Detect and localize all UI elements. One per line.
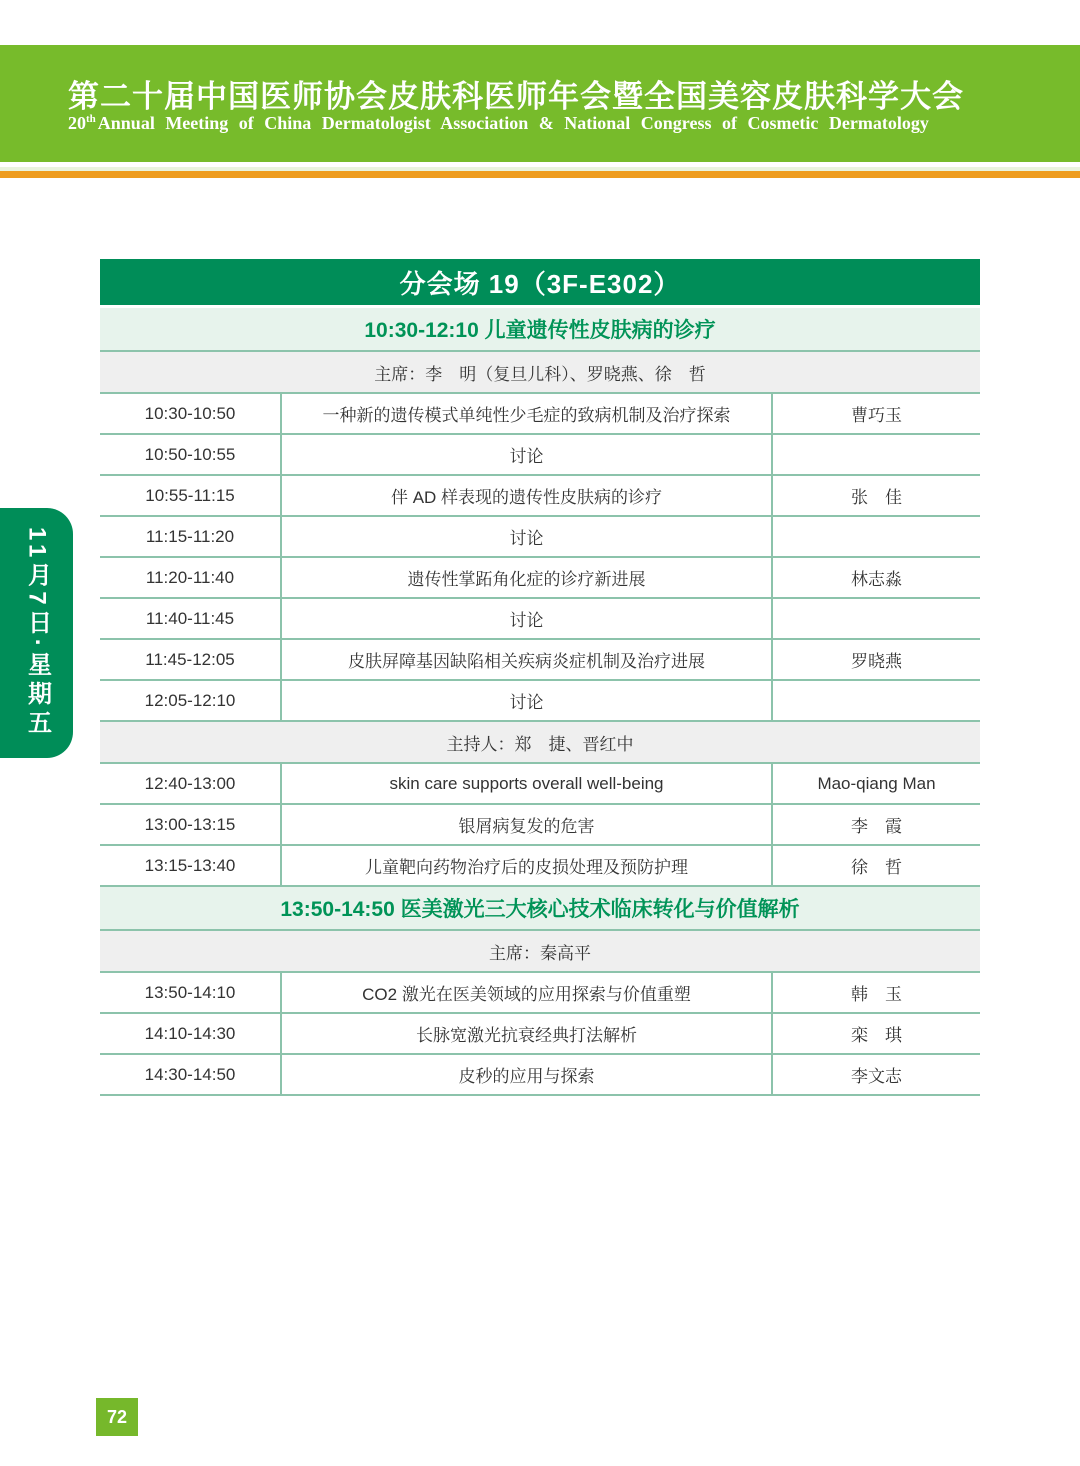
schedule-row — [100, 805, 980, 846]
schedule-row — [100, 973, 980, 1014]
schedule-row — [100, 764, 980, 805]
chair-row: 主席：秦高平 — [100, 931, 980, 973]
session-header-row: 10:30-12:10 儿童遗传性皮肤病的诊疗 — [100, 308, 980, 352]
cell-time: 14:30-14:50 — [100, 1055, 282, 1094]
cell-time: 13:50-14:10 — [100, 973, 282, 1012]
schedule-row — [100, 681, 980, 722]
conference-subtitle — [68, 113, 929, 134]
cell-topic: 讨论 — [282, 681, 773, 720]
subtitle-text: Annual Meeting of China Dermatologist Association & National Congress of Cosmetic Dermatology — [97, 113, 929, 133]
conference-title: 第二十届中国医师协会皮肤科医师年会暨全国美容皮肤科学大会 — [68, 79, 964, 114]
cell-topic: skin care supports overall well-being — [282, 764, 773, 803]
cell-speaker: 罗晓燕 — [851, 652, 902, 671]
cell-topic: 银屑病复发的危害 — [282, 805, 773, 844]
subtitle-number: 20 — [68, 113, 86, 133]
schedule-row — [100, 1055, 980, 1096]
schedule-row — [100, 558, 980, 599]
schedule-row — [100, 640, 980, 681]
cell-time: 10:50-10:55 — [100, 435, 282, 474]
cell-topic: 儿童靶向药物治疗后的皮损处理及预防护理 — [282, 846, 773, 885]
schedule-row — [100, 1014, 980, 1055]
session-header-row: 13:50-14:50 医美激光三大核心技术临床转化与价值解析 — [100, 887, 980, 931]
cell-topic: 皮肤屏障基因缺陷相关疾病炎症机制及治疗进展 — [282, 640, 773, 679]
schedule-row — [100, 599, 980, 640]
page-number-badge: 72 — [96, 1398, 138, 1436]
conference-banner — [0, 45, 1080, 162]
schedule-title: 分会场 19（3F-E302） — [100, 259, 980, 308]
cell-speaker — [773, 435, 980, 474]
cell-speaker: 韩 玉 — [851, 985, 902, 1004]
cell-topic: 皮秒的应用与探索 — [282, 1055, 773, 1094]
cell-speaker: 李文志 — [851, 1067, 902, 1086]
orange-rule — [0, 171, 1080, 178]
schedule-rows — [100, 308, 980, 1096]
date-tab — [0, 508, 73, 758]
cell-topic: 伴 AD 样表现的遗传性皮肤病的诊疗 — [282, 476, 773, 515]
cell-speaker: Mao-qiang Man — [817, 773, 936, 793]
cell-speaker: 徐 哲 — [851, 858, 902, 877]
chair-row: 主席：李 明（复旦儿科）、罗晓燕、徐 哲 — [100, 352, 980, 394]
cell-topic: 遗传性掌跖角化症的诊疗新进展 — [282, 558, 773, 597]
cell-speaker: 李 霞 — [851, 817, 902, 836]
cell-time: 13:00-13:15 — [100, 805, 282, 844]
cell-time: 12:40-13:00 — [100, 764, 282, 803]
cell-topic: 一种新的遗传模式单纯性少毛症的致病机制及治疗探索 — [282, 394, 773, 433]
cell-time: 14:10-14:30 — [100, 1014, 282, 1053]
cell-speaker — [773, 517, 980, 556]
cell-time: 10:30-10:50 — [100, 394, 282, 433]
cell-time: 11:45-12:05 — [100, 640, 282, 679]
schedule-row — [100, 476, 980, 517]
cell-topic: 讨论 — [282, 517, 773, 556]
cell-time: 12:05-12:10 — [100, 681, 282, 720]
cell-time: 11:15-11:20 — [100, 517, 282, 556]
cell-topic: 长脉宽激光抗衰经典打法解析 — [282, 1014, 773, 1053]
cell-time: 11:40-11:45 — [100, 599, 282, 638]
cell-speaker: 栾 琪 — [851, 1026, 902, 1045]
cell-topic: CO2 激光在医美领域的应用探索与价值重塑 — [282, 973, 773, 1012]
cell-speaker: 曹巧玉 — [851, 406, 902, 425]
cell-speaker — [773, 599, 980, 638]
cell-topic: 讨论 — [282, 435, 773, 474]
subtitle-ordinal: th — [86, 113, 96, 125]
cell-speaker: 林志淼 — [851, 570, 902, 589]
date-tab-label: 11月7日·星期五 — [23, 527, 51, 739]
cell-speaker — [773, 681, 980, 720]
schedule-row — [100, 517, 980, 558]
schedule-row — [100, 435, 980, 476]
cell-time: 13:15-13:40 — [100, 846, 282, 885]
schedule-row — [100, 846, 980, 887]
cell-speaker: 张 佳 — [851, 488, 902, 507]
schedule-table — [100, 259, 980, 1096]
schedule-row — [100, 394, 980, 435]
cell-time: 11:20-11:40 — [100, 558, 282, 597]
cell-time: 10:55-11:15 — [100, 476, 282, 515]
cell-topic: 讨论 — [282, 599, 773, 638]
chair-row: 主持人：郑 捷、晋红中 — [100, 722, 980, 764]
